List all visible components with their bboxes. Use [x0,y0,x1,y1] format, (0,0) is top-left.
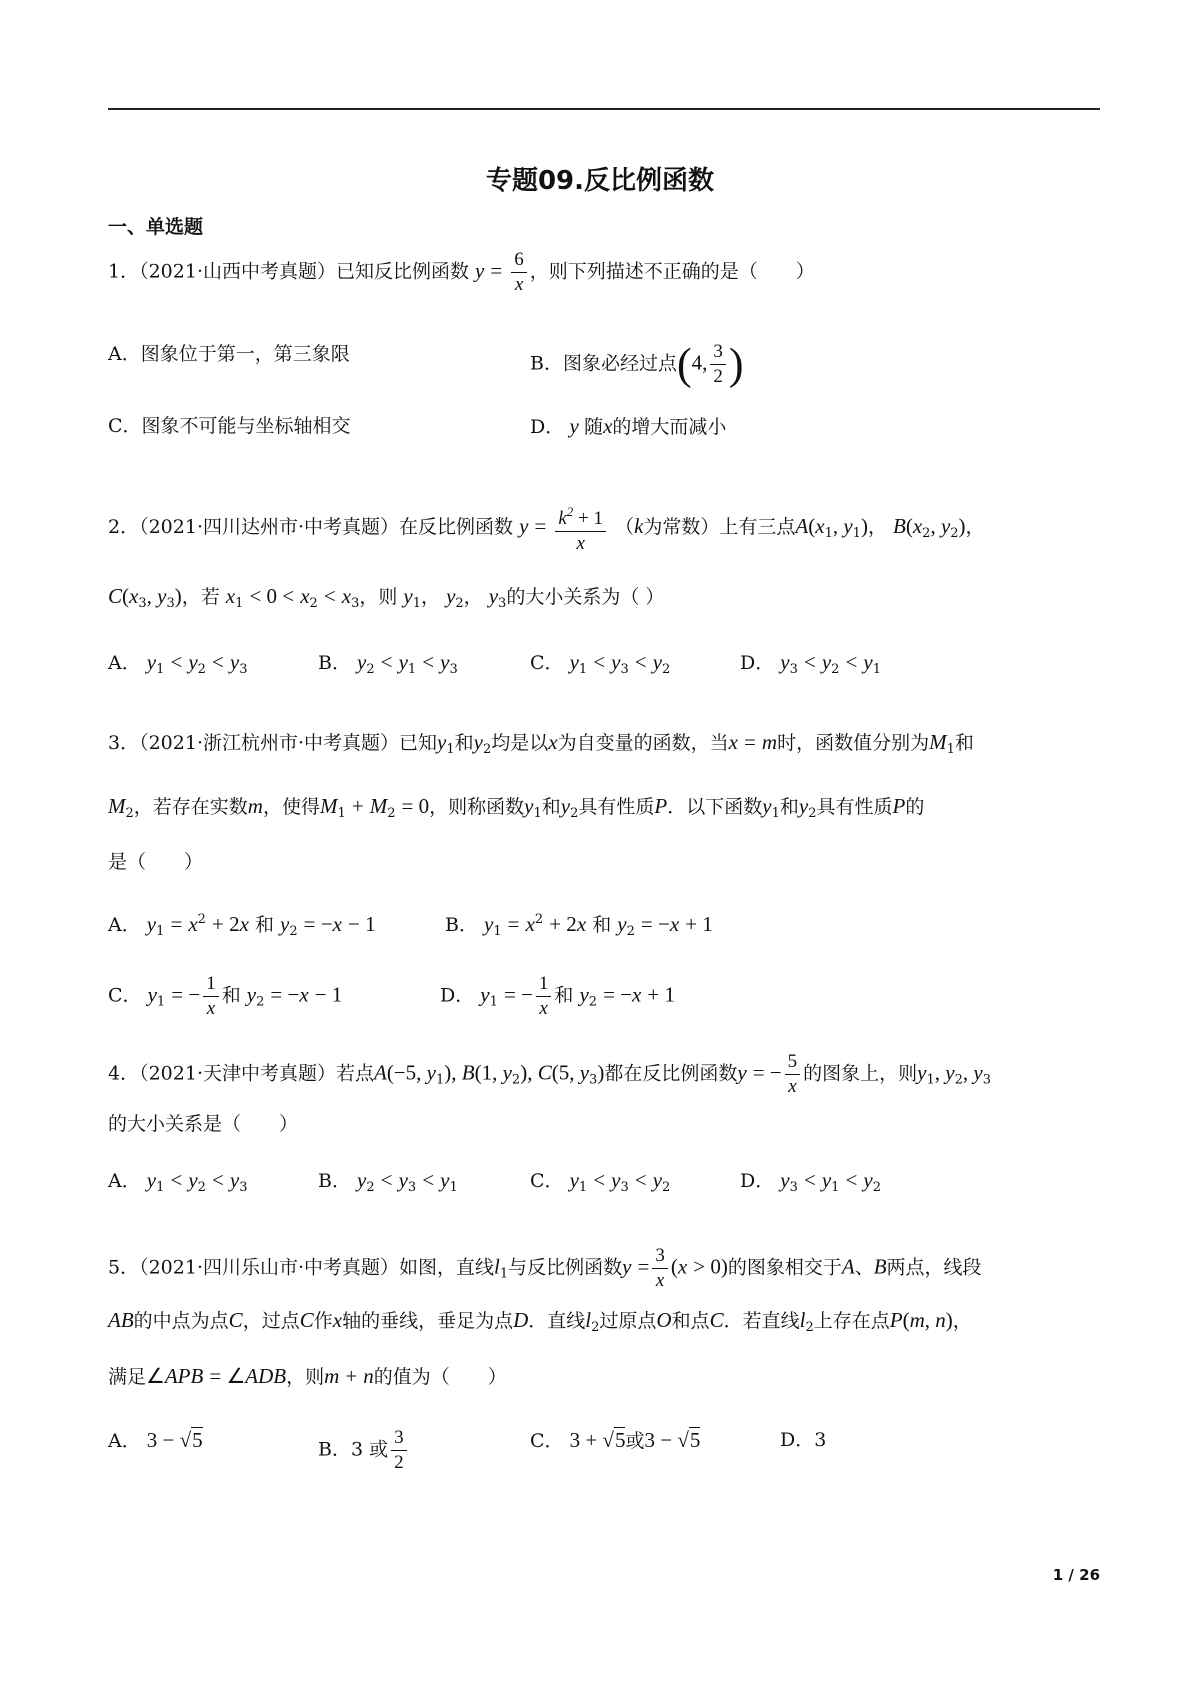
q5-option-a[interactable]: A． 3 − √5 [108,1428,203,1452]
page-title: 专题09.反比例函数 [485,166,715,196]
q3-option-d[interactable]: D． $y_1$ = − $\frac{1}{x}$ 和 $y_2 = -x + 1$ [440,973,675,1019]
q2-stem: 2．（2021·四川达州市·中考真题）在反比例函数 y = $\frac{k^2 + 1}{x}$ （k为常数）上有三点$A(x_1$, $y_1$)， $B(x_2$, $y_2$)， [108,500,985,556]
q5-option-d[interactable]: D．3 [780,1429,827,1451]
q1-fraction: $\frac{6}{x}$ [511,248,527,297]
q3-option-a[interactable]: A． $y_1 = x^2 + 2x$ 和 $y_2 = -x - 1$ [108,912,376,939]
q4-option-b[interactable]: B． $y_2 < y_3 < y_1$ [318,1168,458,1195]
q2-stem-line2: $C(x_3$, $y_3$)，若 $x_1 < 0 < x_2 < x_3$，则 $y_1$， $y_2$， $y_3$的大小关系为（ ） [108,584,665,611]
q2-option-a[interactable]: A． $y_1 < y_2 < y_3$ [108,650,248,677]
q3-stem: 3．（2021·浙江杭州市·中考真题）已知$y_1$和$y_2$均是以x为自变量的函数，当x = m时，函数值分别为$M_1$和 [108,730,974,757]
q5-stem-line3: 满足∠APB = ∠ADB，则m + n的值为（ ） [108,1364,507,1388]
q4-option-d[interactable]: D． $y_3 < y_1 < y_2$ [740,1168,881,1195]
q2-option-c[interactable]: C． $y_1 < y_3 < y_2$ [530,650,671,677]
q1-option-a[interactable]: A．图象位于第一，第三象限 [108,343,350,365]
q3-option-b[interactable]: B． $y_1 = x^2 + 2x$ 和 $y_2 = -x + 1$ [445,912,713,939]
q1-option-d[interactable]: D． y 随x的增大而减小 [530,414,727,438]
q4-option-c[interactable]: C． $y_1 < y_3 < y_2$ [530,1168,671,1195]
q5-stem-line2: AB的中点为点C，过点C作x轴的垂线，垂足为点D．直线$l_2$过原点O和点C．若直线$l_2$上存在点P(m, n)， [108,1308,972,1335]
q3-stem-line2: $M_2$，若存在实数m，使得$M_1 + M_2 = 0$，则称函数$y_1$和$y_2$具有性质P．以下函数$y_1$和$y_2$具有性质P的 [108,794,925,821]
q5-option-b[interactable]: B．3 或 $\frac{3}{2}$ [318,1426,410,1475]
page-number: 1 / 26 [1052,1566,1100,1584]
q5-option-c[interactable]: C． 3 + √5或3 − √5 [530,1428,701,1452]
q1-stem: 1．（2021·山西中考真题）已知反比例函数 y = $\frac{6}{x}$ ，则下列描述不正确的是（ ） [108,249,815,295]
header-rule [108,108,1100,110]
q1-option-b[interactable]: B．图象必经过点(4, $\frac{3}{2}$ ) [530,339,744,389]
q3-option-c[interactable]: C． $y_1$ = − $\frac{1}{x}$ 和 $y_2 = -x - 1$ [108,973,343,1019]
q2-option-b[interactable]: B． $y_2 < y_1 < y_3$ [318,650,458,677]
q4-stem: 4．（2021·天津中考真题）若点A(−5, $y_1$), B(1, $y_2$), C(5, $y_3$)都在反比例函数y = − $\frac{5}{x}$ 的图象上，则$y_1$, $y_2$, $y_3$ [108,1051,991,1097]
q2-option-d[interactable]: D． $y_3 < y_2 < y_1$ [740,650,881,677]
q5-stem: 5．（2021·四川乐山市·中考真题）如图，直线$l_1$与反比例函数y = $\frac{3}{x}$ (x > 0)的图象相交于A、B两点，线段 [108,1245,982,1291]
q4-option-a[interactable]: A． $y_1 < y_2 < y_3$ [108,1168,248,1195]
q4-stem-line2: 的大小关系是（ ） [108,1113,299,1135]
q3-stem-line3: 是（ ） [108,851,204,873]
q1-option-c[interactable]: C．图象不可能与坐标轴相交 [108,415,351,437]
section-heading: 一、单选题 [108,216,204,238]
